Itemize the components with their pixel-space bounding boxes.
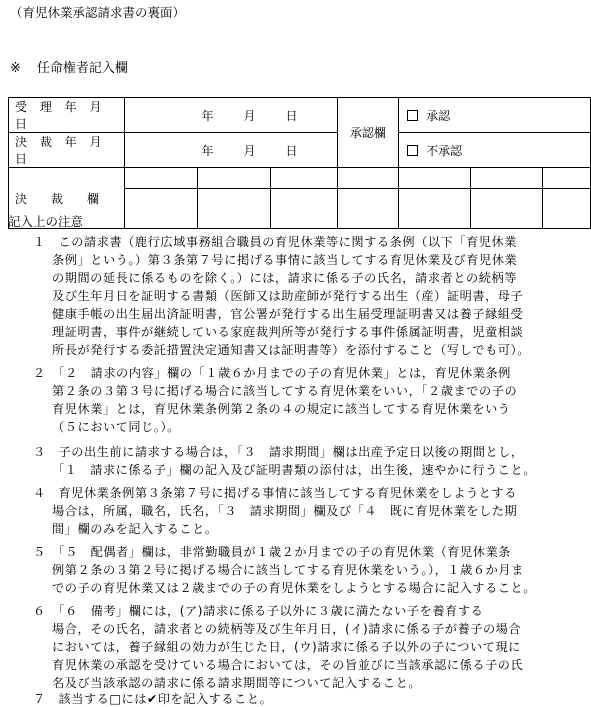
note-line: での子の育児休業又は２歳までの子の育児休業をしようとする場合に記入すること。: [52, 581, 537, 595]
disapprove-label: 不承認: [426, 143, 463, 158]
received-date-field[interactable]: [125, 98, 337, 133]
note-line: 健康手帳の出生届出済証明書，官公署が発行する出生届受理証明書又は養子縁組受: [52, 307, 524, 321]
year-label: 年: [201, 108, 214, 123]
approve-label: 承認: [426, 108, 451, 123]
signature-cell-4[interactable]: [337, 168, 399, 189]
decided-date-row: [9, 133, 591, 168]
note-line: ５ 「５ 配偶者」欄は，非常勤職員が１歳２か月までの子の育児休業（育児休業条: [33, 545, 511, 559]
section-title: 任命権者記入欄: [36, 61, 128, 76]
reference-mark: ※: [10, 61, 21, 76]
approve-checkbox[interactable]: [407, 110, 418, 121]
month-label: 月: [243, 143, 256, 158]
signature-cell-1[interactable]: [125, 168, 198, 189]
note-line: ６ 「６ 備考」欄には，(ア)請求に係る子以外に３歳に満たない子を養育する: [33, 604, 484, 618]
note-line: 名及び当該承認の請求に係る請求期間等について記入すること。: [52, 676, 422, 690]
disapprove-checkbox[interactable]: [407, 145, 418, 156]
signature-stamp-5[interactable]: [399, 188, 471, 228]
signature-stamp-2[interactable]: [198, 188, 271, 228]
signature-header-row: [9, 168, 591, 189]
section-heading: [10, 57, 128, 76]
disapprove-option[interactable]: [399, 133, 591, 168]
note-line: １ この請求書（鹿行広域事務組合職員の育児休業等に関する条例（以下「育児休業: [33, 235, 518, 249]
note-line: 育児休業」とは，育児休業条例第２条の４の規定に該当してする育児休業をいう: [52, 402, 511, 416]
document-title: （育児休業承認請求書の裏面）: [10, 5, 186, 20]
signature-cell-2[interactable]: [198, 168, 271, 189]
note-line: 所長が発行する委託措置決定通知書又は証明書等）を添付すること（写しでも可）。: [52, 343, 530, 357]
note-line: の期間の延長に係るものを除く。）には，請求に係る子の氏名，請求者との続柄等: [52, 271, 517, 285]
note-line: ３ 子の出生前に請求する場合は，「３ 請求期間」欄は出産予定日以後の期間とし，: [33, 445, 524, 459]
year-label: 年: [201, 143, 214, 158]
approval-label: 承認欄: [337, 98, 399, 168]
signature-stamp-3[interactable]: [270, 188, 337, 228]
note-line: 間」欄のみを記入すること。: [52, 522, 218, 536]
approve-option[interactable]: [399, 98, 591, 133]
signature-cell-5[interactable]: [399, 168, 471, 189]
note-line: においては，養子縁組の効力が生じた日，(ウ)請求に係る子以外の子について現に: [52, 640, 521, 654]
note-line: 例第２条の３第２号に掲げる場合に該当してする育児休業をいう。），１歳６か月ま: [52, 563, 524, 577]
note-line: ７ 該当する□には✔印を記入すること。: [33, 692, 273, 706]
received-date-row: [9, 98, 591, 133]
appointing-authority-table: [8, 97, 591, 229]
signature-stamp-1[interactable]: [125, 188, 198, 228]
signature-cell-7[interactable]: [543, 168, 591, 189]
note-line: 第２条の３第３号に掲げる場合に該当してする育児休業をいい，「２歳までの子の: [52, 384, 518, 398]
note-line: ４ 育児休業条例第３条第７号に掲げる事情に該当してする育児休業をしようとする: [33, 486, 518, 500]
day-label: 日: [285, 108, 298, 123]
signature-stamp-6[interactable]: [470, 188, 543, 228]
signature-cell-6[interactable]: [470, 168, 543, 189]
note-line: 育児休業の承認を受けている場合においては，その旨並びに当該承認に係る子の氏: [52, 658, 524, 672]
note-line: 場合，その氏名，請求者との続柄等及び生年月日，(イ)請求に係る子が養子の場合: [52, 622, 522, 636]
note-line: ２ 「２ 請求の内容」欄の「１歳６か月までの子の育児休業」とは，育児休業条例: [33, 366, 511, 380]
notes-heading: 記入上の注意: [8, 214, 84, 229]
note-line: 条例」という。）第３条第７号に掲げる事情に該当してする育児休業及び育児休業: [52, 253, 518, 267]
month-label: 月: [243, 108, 256, 123]
signature-label: 決 裁 欄: [9, 168, 125, 229]
received-date-label: 受 理 年 月 日: [9, 98, 125, 133]
signature-stamp-4[interactable]: [337, 188, 399, 228]
note-line: （５において同じ。）。: [52, 420, 180, 434]
note-line: 「１ 請求に係る子」欄の記入及び証明書類の添付は，出生後，速やかに行うこと。: [52, 463, 537, 477]
decided-date-field[interactable]: [125, 133, 337, 168]
signature-stamp-7[interactable]: [543, 188, 591, 228]
decided-date-label: 決 裁 年 月 日: [9, 133, 125, 168]
signature-cell-3[interactable]: [270, 168, 337, 189]
note-line: 及び生年月日を証明する書類（医師又は助産師が発行する出生（産）証明書，母子: [52, 289, 524, 303]
note-line: 理証明書，事件が継続している家庭裁判所等が発行する事件係属証明書，児童相談: [52, 325, 524, 339]
day-label: 日: [285, 143, 298, 158]
note-line: 場合は，所属，職名，氏名，「３ 請求期間」欄及び「４ 既に育児休業をした期: [52, 504, 518, 518]
